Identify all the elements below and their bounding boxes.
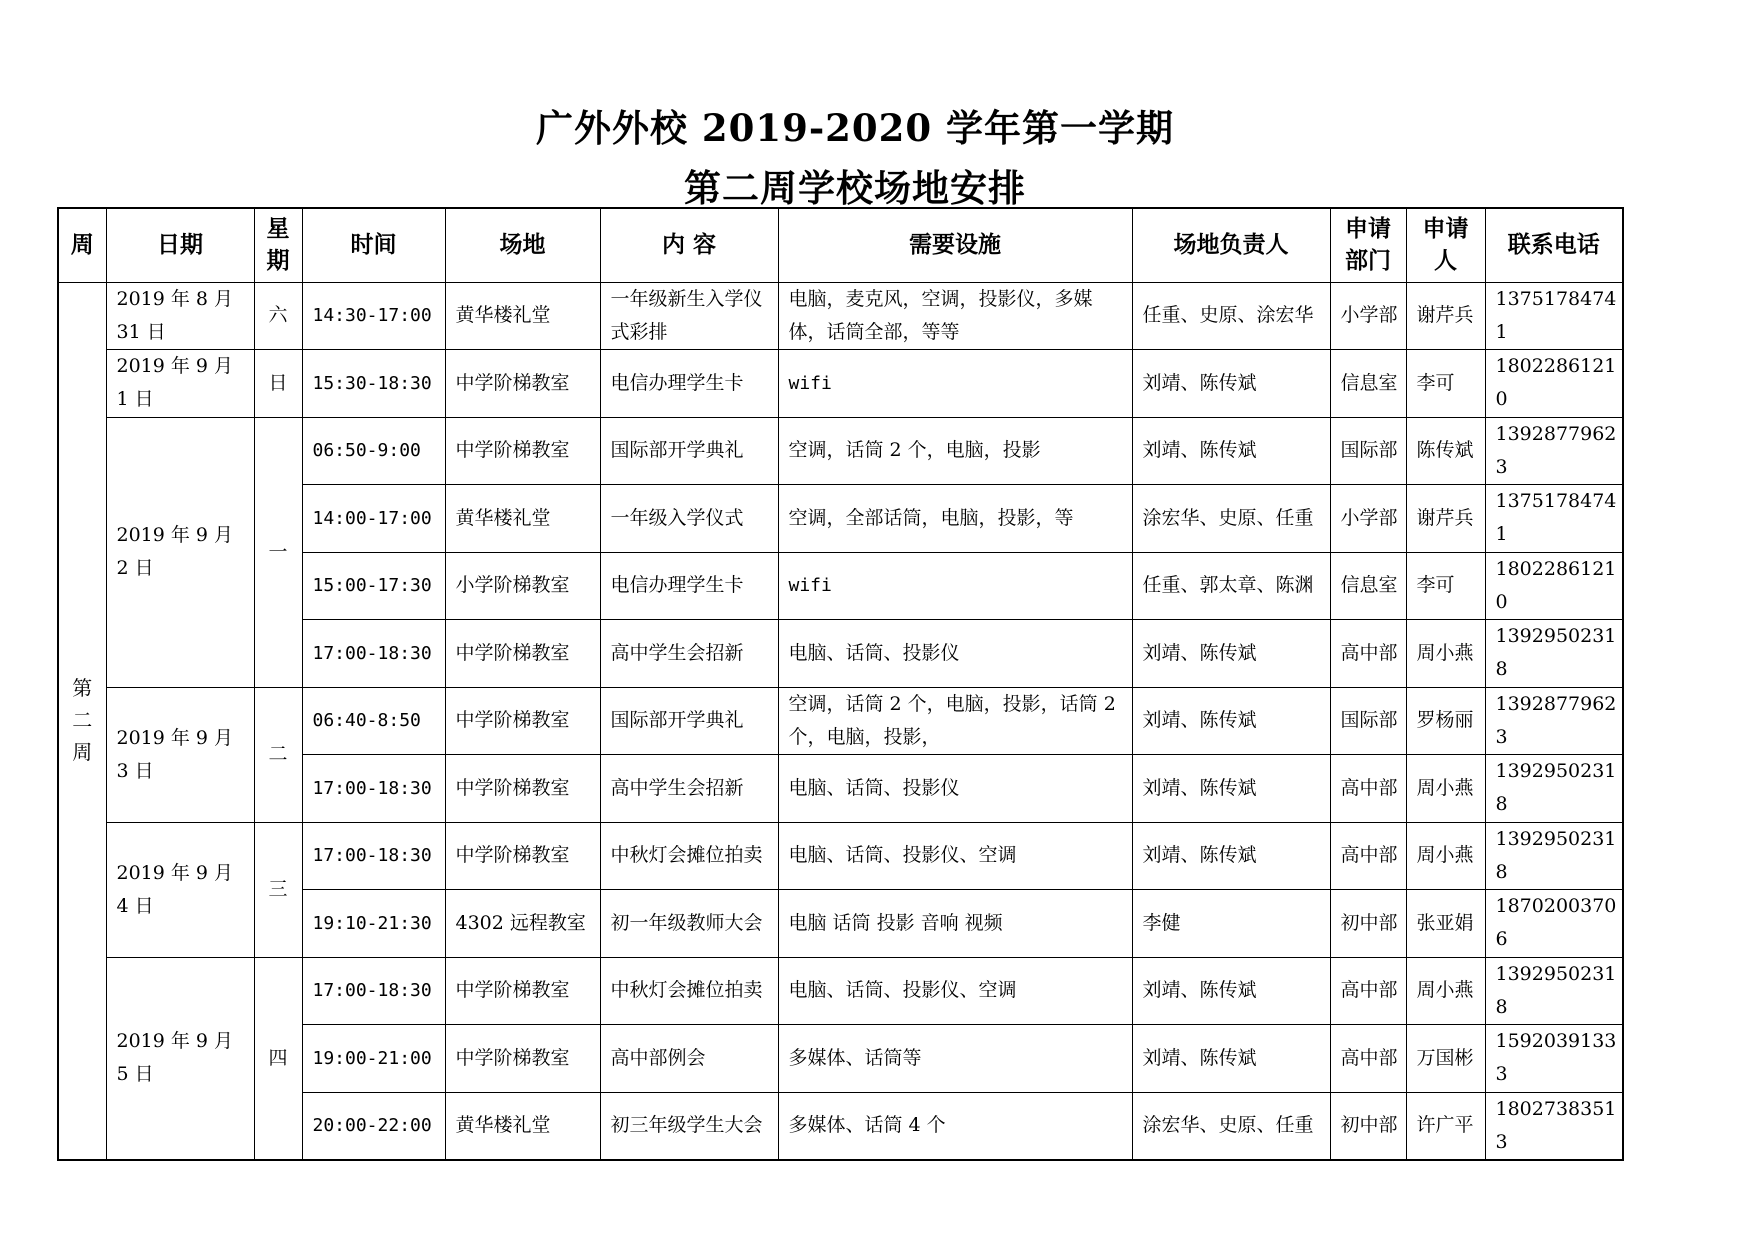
header-date: 日期 [106, 208, 254, 282]
manager-cell: 刘靖、陈传斌 [1132, 957, 1330, 1025]
venue-cell: 中学阶梯教室 [445, 620, 600, 688]
time-cell: 15:00-17:30 [302, 552, 445, 620]
phone-cell: 13928779623 [1485, 687, 1623, 755]
content-cell: 高中部例会 [600, 1025, 778, 1093]
equipment-cell: wifi [778, 350, 1132, 418]
applicant-cell: 周小燕 [1406, 620, 1485, 688]
manager-cell: 刘靖、陈传斌 [1132, 687, 1330, 755]
time-cell: 17:00-18:30 [302, 822, 445, 890]
phone-cell: 15920391333 [1485, 1025, 1623, 1093]
dept-cell: 初中部 [1330, 890, 1406, 958]
applicant-cell: 李可 [1406, 552, 1485, 620]
content-cell: 电信办理学生卡 [600, 552, 778, 620]
equipment-cell: 电脑、话筒、投影仪 [778, 755, 1132, 823]
table-row [58, 822, 1623, 890]
content-cell: 高中学生会招新 [600, 620, 778, 688]
time-cell: 19:00-21:00 [302, 1025, 445, 1093]
equipment-cell: 空调，全部话筒，电脑，投影，等 [778, 485, 1132, 553]
manager-cell: 刘靖、陈传斌 [1132, 350, 1330, 418]
time-cell: 19:10-21:30 [302, 890, 445, 958]
week-label-cell [58, 282, 106, 1160]
dept-cell: 小学部 [1330, 282, 1406, 350]
time-cell: 06:40-8:50 [302, 687, 445, 755]
applicant-cell: 谢芹兵 [1406, 282, 1485, 350]
applicant-cell: 张亚娟 [1406, 890, 1485, 958]
dept-cell: 国际部 [1330, 417, 1406, 485]
content-cell: 一年级入学仪式 [600, 485, 778, 553]
time-cell: 14:00-17:00 [302, 485, 445, 553]
time-cell: 17:00-18:30 [302, 957, 445, 1025]
dept-cell: 小学部 [1330, 485, 1406, 553]
date-cell: 2019 年 9 月 4 日 [106, 822, 254, 957]
document-title: 广外外校 2019-2020 学年第一学期 [535, 106, 1175, 150]
weekday-cell: 四 [254, 957, 302, 1160]
venue-cell: 4302 远程教室 [445, 890, 600, 958]
applicant-cell: 周小燕 [1406, 822, 1485, 890]
table-row [58, 687, 1623, 755]
applicant-cell: 谢芹兵 [1406, 485, 1485, 553]
header-equipment: 需要设施 [778, 208, 1132, 282]
venue-cell: 中学阶梯教室 [445, 957, 600, 1025]
header-venue: 场地 [445, 208, 600, 282]
date-cell: 2019 年 8 月 31 日 [106, 282, 254, 350]
content-cell: 电信办理学生卡 [600, 350, 778, 418]
time-cell: 06:50-9:00 [302, 417, 445, 485]
weekday-cell: 三 [254, 822, 302, 957]
phone-cell: 18702003706 [1485, 890, 1623, 958]
dept-cell: 国际部 [1330, 687, 1406, 755]
venue-cell: 黄华楼礼堂 [445, 1092, 600, 1160]
venue-cell: 小学阶梯教室 [445, 552, 600, 620]
manager-cell: 刘靖、陈传斌 [1132, 822, 1330, 890]
dept-cell: 信息室 [1330, 552, 1406, 620]
dept-cell: 高中部 [1330, 620, 1406, 688]
dept-cell: 高中部 [1330, 1025, 1406, 1093]
venue-cell: 中学阶梯教室 [445, 822, 600, 890]
venue-cell: 中学阶梯教室 [445, 687, 600, 755]
header-phone: 联系电话 [1485, 208, 1623, 282]
manager-cell: 任重、史原、涂宏华 [1132, 282, 1330, 350]
header-week: 周 [58, 208, 106, 282]
phone-cell: 13929502318 [1485, 957, 1623, 1025]
equipment-cell: 电脑、话筒、投影仪、空调 [778, 822, 1132, 890]
manager-cell: 刘靖、陈传斌 [1132, 1025, 1330, 1093]
applicant-cell: 李可 [1406, 350, 1485, 418]
weekday-cell: 六 [254, 282, 302, 350]
dept-cell: 高中部 [1330, 755, 1406, 823]
dept-cell: 高中部 [1330, 822, 1406, 890]
time-cell: 14:30-17:00 [302, 282, 445, 350]
equipment-cell: 多媒体、话筒等 [778, 1025, 1132, 1093]
phone-cell: 13928779623 [1485, 417, 1623, 485]
applicant-cell: 周小燕 [1406, 755, 1485, 823]
table-row [58, 350, 1623, 418]
header-weekday: 星期 [254, 208, 302, 282]
manager-cell: 涂宏华、史原、任重 [1132, 1092, 1330, 1160]
phone-cell: 13751784741 [1485, 485, 1623, 553]
content-cell: 初三年级学生大会 [600, 1092, 778, 1160]
time-cell: 15:30-18:30 [302, 350, 445, 418]
time-cell: 17:00-18:30 [302, 755, 445, 823]
phone-cell: 13929502318 [1485, 755, 1623, 823]
date-cell: 2019 年 9 月 2 日 [106, 417, 254, 687]
applicant-cell: 周小燕 [1406, 957, 1485, 1025]
header-content: 内 容 [600, 208, 778, 282]
equipment-cell: 电脑、话筒、投影仪 [778, 620, 1132, 688]
manager-cell: 涂宏华、史原、任重 [1132, 485, 1330, 553]
equipment-cell: 电脑、话筒、投影仪、空调 [778, 957, 1132, 1025]
table-row [58, 957, 1623, 1025]
applicant-cell: 陈传斌 [1406, 417, 1485, 485]
weekday-cell: 日 [254, 350, 302, 418]
venue-cell: 中学阶梯教室 [445, 1025, 600, 1093]
header-applicant: 申请人 [1406, 208, 1485, 282]
equipment-cell: 电脑，麦克风，空调，投影仪，多媒体，话筒全部，等等 [778, 282, 1132, 350]
weekday-cell: 一 [254, 417, 302, 687]
date-cell: 2019 年 9 月 1 日 [106, 350, 254, 418]
time-cell: 17:00-18:30 [302, 620, 445, 688]
applicant-cell: 罗杨丽 [1406, 687, 1485, 755]
manager-cell: 刘靖、陈传斌 [1132, 755, 1330, 823]
manager-cell: 李健 [1132, 890, 1330, 958]
phone-cell: 13751784741 [1485, 282, 1623, 350]
phone-cell: 13929502318 [1485, 822, 1623, 890]
phone-cell: 18022861210 [1485, 552, 1623, 620]
header-row [58, 208, 1623, 282]
phone-cell: 18027383513 [1485, 1092, 1623, 1160]
header-time: 时间 [302, 208, 445, 282]
manager-cell: 刘靖、陈传斌 [1132, 620, 1330, 688]
venue-cell: 中学阶梯教室 [445, 755, 600, 823]
content-cell: 国际部开学典礼 [600, 687, 778, 755]
table-row [58, 282, 1623, 350]
date-cell: 2019 年 9 月 3 日 [106, 687, 254, 822]
content-cell: 一年级新生入学仪式彩排 [600, 282, 778, 350]
applicant-cell: 万国彬 [1406, 1025, 1485, 1093]
content-cell: 中秋灯会摊位拍卖 [600, 957, 778, 1025]
venue-cell: 中学阶梯教室 [445, 417, 600, 485]
header-dept: 申请部门 [1330, 208, 1406, 282]
equipment-cell: wifi [778, 552, 1132, 620]
content-cell: 高中学生会招新 [600, 755, 778, 823]
date-cell: 2019 年 9 月 5 日 [106, 957, 254, 1160]
phone-cell: 18022861210 [1485, 350, 1623, 418]
header-manager: 场地负责人 [1132, 208, 1330, 282]
document-subtitle: 第二周学校场地安排 [684, 166, 1026, 210]
equipment-cell: 电脑 话筒 投影 音响 视频 [778, 890, 1132, 958]
equipment-cell: 空调，话筒 2 个，电脑，投影，话筒 2 个，电脑，投影， [778, 687, 1132, 755]
table-row [58, 417, 1623, 485]
manager-cell: 任重、郭太章、陈渊 [1132, 552, 1330, 620]
content-cell: 初一年级教师大会 [600, 890, 778, 958]
equipment-cell: 多媒体、话筒 4 个 [778, 1092, 1132, 1160]
venue-cell: 黄华楼礼堂 [445, 485, 600, 553]
weekday-cell: 二 [254, 687, 302, 822]
venue-cell: 黄华楼礼堂 [445, 282, 600, 350]
venue-cell: 中学阶梯教室 [445, 350, 600, 418]
phone-cell: 13929502318 [1485, 620, 1623, 688]
dept-cell: 初中部 [1330, 1092, 1406, 1160]
dept-cell: 信息室 [1330, 350, 1406, 418]
time-cell: 20:00-22:00 [302, 1092, 445, 1160]
applicant-cell: 许广平 [1406, 1092, 1485, 1160]
week-label: 第二周 [72, 675, 93, 764]
manager-cell: 刘靖、陈传斌 [1132, 417, 1330, 485]
dept-cell: 高中部 [1330, 957, 1406, 1025]
content-cell: 国际部开学典礼 [600, 417, 778, 485]
content-cell: 中秋灯会摊位拍卖 [600, 822, 778, 890]
equipment-cell: 空调，话筒 2 个，电脑，投影 [778, 417, 1132, 485]
venue-schedule-table [57, 207, 1624, 1161]
